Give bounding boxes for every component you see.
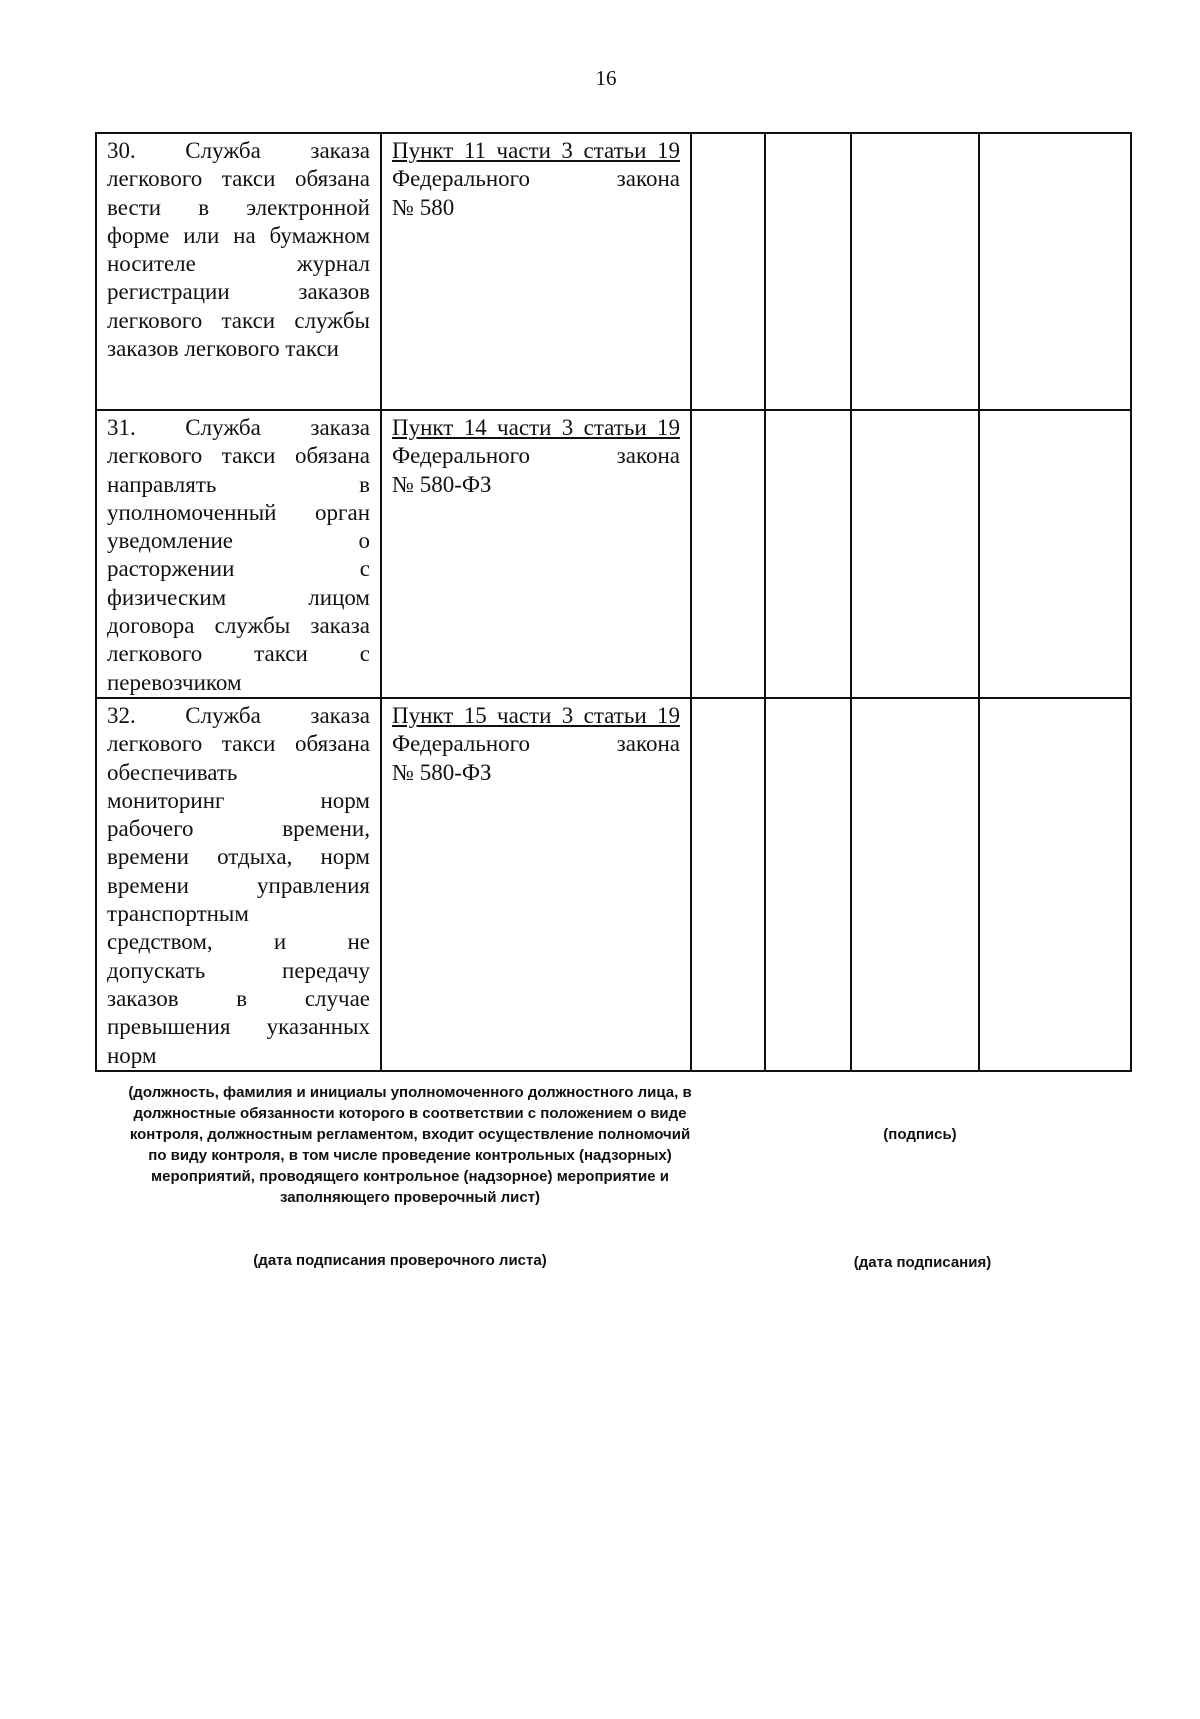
legal-reference-cell — [381, 133, 691, 410]
signature-caption: (подпись) — [883, 1126, 957, 1143]
requirement-line: вести в электронной — [107, 194, 370, 220]
requirement-line: норм — [107, 1042, 157, 1068]
legal-reference-law: Федерального закона — [392, 443, 680, 469]
table-row — [96, 698, 1131, 1071]
requirement-line: легкового такси обязана — [107, 166, 370, 192]
requirement-line: направлять в — [107, 471, 370, 497]
answer-cell[interactable] — [851, 410, 979, 698]
requirement-line: носителе журнал — [107, 251, 370, 277]
official-caption-line: мероприятий, проводящего контрольное (надзорное) мероприятие и — [151, 1168, 669, 1185]
legal-reference-link[interactable]: Пункт 15 части 3 статьи 19 — [392, 703, 680, 728]
answer-cell[interactable] — [765, 698, 851, 1071]
requirement-line: времени отдыха, норм — [107, 844, 370, 870]
requirement-line: транспортным — [107, 901, 249, 927]
answer-cell[interactable] — [765, 133, 851, 410]
requirement-line: легкового такси с — [107, 641, 370, 667]
legal-reference-link[interactable]: Пункт 14 части 3 статьи 19 — [392, 415, 680, 440]
requirement-line: рабочего времени, — [107, 816, 370, 842]
requirement-line: легкового такси обязана — [107, 443, 370, 469]
legal-reference-number: № 580 — [392, 194, 455, 220]
requirement-line: обеспечивать — [107, 759, 238, 785]
table-row — [96, 133, 1131, 410]
page-number: 16 — [595, 66, 617, 90]
answer-cell[interactable] — [851, 698, 979, 1071]
requirement-line: средством, и не — [107, 929, 370, 955]
answer-cell[interactable] — [765, 410, 851, 698]
official-caption-line: контроля, должностным регламентом, входит осуществление полномочий — [129, 1126, 691, 1143]
answer-cell[interactable] — [979, 133, 1131, 410]
requirement-cell — [96, 133, 381, 410]
answer-cell[interactable] — [851, 133, 979, 410]
legal-reference-link[interactable]: Пункт 11 части 3 статьи 19 — [392, 138, 680, 163]
official-caption-line: заполняющего проверочный лист) — [279, 1189, 541, 1206]
answer-cell[interactable] — [691, 410, 765, 698]
requirement-line: регистрации заказов — [107, 279, 370, 305]
requirement-number-line: 31. Служба заказа — [107, 415, 370, 440]
requirement-line: превышения указанных — [107, 1014, 370, 1040]
signing-date-caption: (дата подписания) — [853, 1254, 992, 1271]
legal-reference-cell — [381, 410, 691, 698]
legal-reference-number: № 580-ФЗ — [392, 759, 492, 785]
legal-reference-law: Федерального закона — [392, 731, 680, 757]
requirement-line: физическим лицом — [107, 584, 370, 610]
legal-reference-cell — [381, 698, 691, 1071]
requirement-line: уполномоченный орган — [107, 499, 370, 525]
requirement-number-line: 30. Служба заказа — [107, 138, 370, 163]
official-caption — [100, 1082, 720, 1208]
answer-cell[interactable] — [691, 698, 765, 1071]
requirement-line: договора службы заказа — [107, 613, 370, 639]
checklist-date-caption: (дата подписания проверочного листа) — [253, 1252, 547, 1269]
legal-reference-law: Федерального закона — [392, 166, 680, 192]
answer-cell[interactable] — [691, 133, 765, 410]
requirement-line: допускать передачу — [107, 957, 370, 983]
requirement-line: уведомление о — [107, 528, 370, 554]
requirement-cell — [96, 698, 381, 1071]
requirement-line: перевозчиком — [107, 669, 242, 695]
table-row — [96, 410, 1131, 698]
requirement-line: времени управления — [107, 872, 370, 898]
requirement-line: мониторинг норм — [107, 787, 370, 813]
requirement-cell — [96, 410, 381, 698]
official-caption-line: по виду контроля, в том числе проведение контрольных (надзорных) — [148, 1147, 672, 1164]
official-caption-line: (должность, фамилия и инициалы уполномоченного должностного лица, в — [128, 1084, 692, 1101]
requirement-line: расторжении с — [107, 556, 370, 582]
requirement-line: форме или на бумажном — [107, 222, 370, 248]
requirement-line: легкового такси обязана — [107, 731, 370, 757]
requirement-number-line: 32. Служба заказа — [107, 703, 370, 728]
legal-reference-number: № 580-ФЗ — [392, 471, 492, 497]
checklist-table — [95, 132, 1132, 1072]
answer-cell[interactable] — [979, 410, 1131, 698]
requirement-line: легкового такси службы — [107, 307, 370, 333]
requirement-line: заказов легкового такси — [107, 336, 339, 362]
requirement-line: заказов в случае — [107, 985, 370, 1011]
official-caption-line: должностные обязанности которого в соответствии с положением о виде — [133, 1105, 687, 1122]
answer-cell[interactable] — [979, 698, 1131, 1071]
